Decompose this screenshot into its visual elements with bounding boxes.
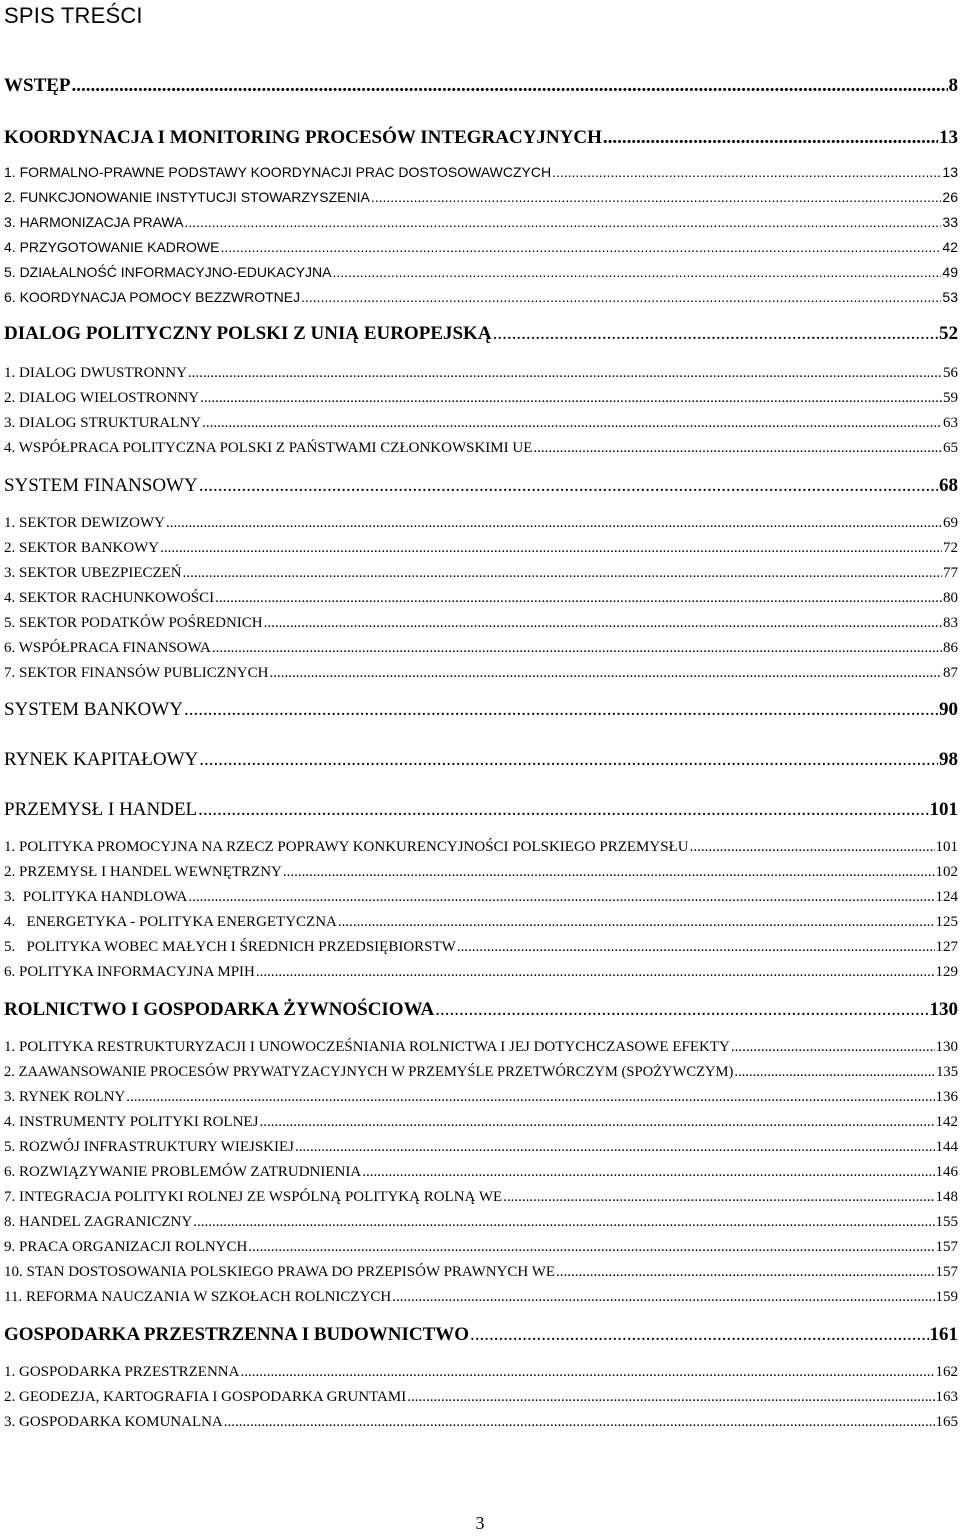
toc-entry[interactable] xyxy=(4,262,958,282)
dot-leader xyxy=(362,1162,934,1182)
toc-entry-page: 53 xyxy=(942,289,958,305)
dot-leader xyxy=(457,937,935,957)
toc-entry-page: 130 xyxy=(935,1039,958,1055)
toc-entry[interactable] xyxy=(4,798,958,822)
toc-entry-page: 136 xyxy=(935,1089,958,1105)
dot-leader xyxy=(371,187,942,207)
toc-entry[interactable] xyxy=(4,1137,958,1157)
toc-entry-label: 4. ENERGETYKA - POLITYKA ENERGETYCZNA xyxy=(4,914,337,930)
toc-entry-page: 8 xyxy=(948,75,958,96)
toc-entry-label: 1. DIALOG DWUSTRONNY xyxy=(4,365,187,381)
toc-entry[interactable] xyxy=(4,212,958,232)
toc-entry-label: 3. HARMONIZACJA PRAWA xyxy=(4,214,184,230)
toc-entry[interactable] xyxy=(4,1287,958,1307)
dot-leader xyxy=(224,1412,935,1432)
toc-entry[interactable] xyxy=(4,538,958,558)
toc-entry-label: SYSTEM BANKOWY xyxy=(4,699,183,720)
toc-entry-label: 3. DIALOG STRUKTURALNY xyxy=(4,415,202,431)
toc-entry-page: 13 xyxy=(942,164,958,180)
dot-leader xyxy=(552,162,941,182)
toc-entry-page: 101 xyxy=(935,839,958,855)
dot-leader xyxy=(731,1037,935,1057)
toc-entry[interactable] xyxy=(4,474,958,498)
toc-entry[interactable] xyxy=(4,1262,958,1282)
toc-entry[interactable] xyxy=(4,287,958,307)
dot-leader xyxy=(264,613,942,633)
dot-leader xyxy=(166,513,942,533)
toc-entry-page: 13 xyxy=(939,127,958,148)
toc-entry-page: 146 xyxy=(935,1164,958,1180)
dot-leader xyxy=(283,862,935,882)
toc-entry-page: 72 xyxy=(943,540,958,556)
dot-leader xyxy=(333,262,942,282)
toc-entry-page: 42 xyxy=(942,239,958,255)
dot-leader xyxy=(493,322,938,346)
toc-entry-label: 4. PRZYGOTOWANIE KADROWE xyxy=(4,239,220,255)
toc-entry-label: ROLNICTWO I GOSPODARKA ŻYWNOŚCIOWA xyxy=(4,999,435,1020)
toc-entry-label: DIALOG POLITYCZNY POLSKI Z UNIĄ EUROPEJSKĄ xyxy=(4,323,492,344)
dot-leader xyxy=(269,663,942,683)
toc-entry-page: 129 xyxy=(935,964,958,980)
toc-entry-label: 2. PRZEMYSŁ I HANDEL WEWNĘTRZNY xyxy=(4,864,282,880)
toc-entry[interactable] xyxy=(4,998,958,1022)
dot-leader xyxy=(215,588,942,608)
dot-leader xyxy=(259,1112,934,1132)
dot-leader xyxy=(392,1287,934,1307)
toc-entry[interactable] xyxy=(4,748,958,772)
dot-leader xyxy=(503,1187,934,1207)
toc-entry-label: 2. DIALOG WIELOSTRONNY xyxy=(4,390,200,406)
toc-entry-label: 5. SEKTOR PODATKÓW POŚREDNICH xyxy=(4,615,263,631)
toc-entry-label: RYNEK KAPITAŁOWY xyxy=(4,749,199,770)
toc-entry-label: 1. POLITYKA RESTRUKTURYZACJI I UNOWOCZEŚNIANIA ROLNICTWA I JEJ DOTYCHCZASOWE EFEKTY xyxy=(4,1039,730,1055)
toc-entry[interactable] xyxy=(4,363,958,383)
toc-entry[interactable] xyxy=(4,126,958,150)
toc-entry-label: 3. GOSPODARKA KOMUNALNA xyxy=(4,1414,223,1430)
dot-leader xyxy=(533,438,942,458)
toc-entry-page: 83 xyxy=(943,615,958,631)
toc-entry[interactable] xyxy=(4,1323,958,1347)
toc-entry-label: 5. ROZWÓJ INFRASTRUKTURY WIEJSKIEJ xyxy=(4,1139,295,1155)
dot-leader xyxy=(183,563,942,583)
toc-entry-label: SYSTEM FINANSOWY xyxy=(4,475,198,496)
toc-entry[interactable] xyxy=(4,887,958,907)
dot-leader xyxy=(301,287,941,307)
toc-entry-label: 9. PRACA ORGANIZACJI ROLNYCH xyxy=(4,1239,248,1255)
toc-entry-label: 1. POLITYKA PROMOCYJNA NA RZECZ POPRAWY KONKURENCYJNOŚCI POLSKIEGO PRZEMYSŁU xyxy=(4,839,689,855)
toc-entry[interactable] xyxy=(4,837,958,857)
dot-leader xyxy=(470,1323,928,1347)
toc-entry[interactable] xyxy=(4,698,958,722)
toc-entry-label: 7. INTEGRACJA POLITYKI ROLNEJ ZE WSPÓLNĄ POLITYKĄ ROLNĄ WE xyxy=(4,1189,503,1205)
toc-entry-page: 157 xyxy=(935,1239,958,1255)
toc-entry[interactable] xyxy=(4,1037,958,1057)
dot-leader xyxy=(160,538,942,558)
toc-entry[interactable] xyxy=(4,1387,958,1407)
toc-entry[interactable] xyxy=(4,237,958,257)
dot-leader xyxy=(220,237,941,257)
toc-entry-page: 130 xyxy=(929,999,958,1020)
toc-entry-label: 5. POLITYKA WOBEC MAŁYCH I ŚREDNICH PRZEDSIĘBIORSTW xyxy=(4,939,456,955)
toc-entry-label: GOSPODARKA PRZESTRZENNA I BUDOWNICTWO xyxy=(4,1324,470,1345)
toc-entry[interactable] xyxy=(4,563,958,583)
toc-entry-label: 2. SEKTOR BANKOWY xyxy=(4,540,160,556)
toc-entry-page: 157 xyxy=(935,1264,958,1280)
toc-entry-label: 11. REFORMA NAUCZANIA W SZKOŁACH ROLNICZYCH xyxy=(4,1289,392,1305)
toc-entry-label: 6. WSPÓŁPRACA FINANSOWA xyxy=(4,640,211,656)
dot-leader xyxy=(338,912,935,932)
toc-entry-page: 159 xyxy=(935,1289,958,1305)
toc-entry[interactable] xyxy=(4,862,958,882)
dot-leader xyxy=(199,748,938,772)
toc-entry-label: 6. ROZWIĄZYWANIE PROBLEMÓW ZATRUDNIENIA xyxy=(4,1164,362,1180)
dot-leader xyxy=(198,798,928,822)
toc-entry-label: 1. SEKTOR DEWIZOWY xyxy=(4,515,165,531)
toc-entry[interactable] xyxy=(4,962,958,982)
toc-entry[interactable] xyxy=(4,1087,958,1107)
toc-entry-label: KOORDYNACJA I MONITORING PROCESÓW INTEGRACYJNYCH xyxy=(4,127,602,148)
toc-entry-page: 101 xyxy=(929,799,958,820)
toc-entry-label: 3. POLITYKA HANDLOWA xyxy=(4,889,188,905)
toc-entry[interactable] xyxy=(4,613,958,633)
dot-leader xyxy=(734,1062,935,1082)
toc-entry-page: 165 xyxy=(935,1414,958,1430)
toc-entry-label: 2. GEODEZJA, KARTOGRAFIA I GOSPODARKA GRUNTAMI xyxy=(4,1389,407,1405)
toc-entry-page: 49 xyxy=(942,264,958,280)
toc-entry-label: 8. HANDEL ZAGRANICZNY xyxy=(4,1214,193,1230)
dot-leader xyxy=(295,1137,934,1157)
toc-entry-page: 63 xyxy=(943,415,958,431)
toc-entry-label: 3. SEKTOR UBEZPIECZEŃ xyxy=(4,565,182,581)
dot-leader xyxy=(126,1087,934,1107)
toc-entry-page: 102 xyxy=(935,864,958,880)
toc-entry-label: 2. ZAAWANSOWANIE PROCESÓW PRYWATYZACYJNYCH W PRZEMYŚLE PRZETWÓRCZYM (SPOŻYWCZYM) xyxy=(4,1064,734,1080)
toc-entry[interactable] xyxy=(4,638,958,658)
page-number: 3 xyxy=(475,1513,485,1533)
dot-leader xyxy=(188,363,942,383)
toc-entry[interactable] xyxy=(4,513,958,533)
dot-leader xyxy=(193,1212,934,1232)
toc-entry[interactable] xyxy=(4,1212,958,1232)
toc-entry[interactable] xyxy=(4,937,958,957)
toc-entry-label: 4. SEKTOR RACHUNKOWOŚCI xyxy=(4,590,215,606)
dot-leader xyxy=(256,962,935,982)
toc-entry-page: 86 xyxy=(943,640,958,656)
toc-entry[interactable] xyxy=(4,438,958,458)
toc-entry-page: 77 xyxy=(943,565,958,581)
dot-leader xyxy=(240,1362,934,1382)
toc-entry-label: 5. DZIAŁALNOŚĆ INFORMACYJNO-EDUKACYJNA xyxy=(4,264,332,280)
toc-entry[interactable] xyxy=(4,162,958,182)
toc-entry-label: 2. FUNKCJONOWANIE INSTYTUCJI STOWARZYSZENIA xyxy=(4,189,370,205)
dot-leader xyxy=(435,998,928,1022)
toc-entry[interactable] xyxy=(4,1362,958,1382)
dot-leader xyxy=(603,126,938,150)
dot-leader xyxy=(184,698,938,722)
toc-entry-page: 68 xyxy=(939,475,958,496)
toc-entry-page: 127 xyxy=(935,939,958,955)
dot-leader xyxy=(248,1237,934,1257)
toc-entry[interactable] xyxy=(4,663,958,683)
toc-entry[interactable] xyxy=(4,388,958,408)
toc-entry-label: 4. INSTRUMENTY POLITYKI ROLNEJ xyxy=(4,1114,259,1130)
toc-entry[interactable] xyxy=(4,1187,958,1207)
toc-entry-page: 26 xyxy=(942,189,958,205)
toc-entry-page: 155 xyxy=(935,1214,958,1230)
toc-entry-page: 33 xyxy=(942,214,958,230)
dot-leader xyxy=(72,74,948,98)
toc-entry-page: 148 xyxy=(935,1189,958,1205)
toc-entry-page: 56 xyxy=(943,365,958,381)
toc-entry[interactable] xyxy=(4,588,958,608)
dot-leader xyxy=(690,837,935,857)
toc-entry-label: 6. KOORDYNACJA POMOCY BEZZWROTNEJ xyxy=(4,289,301,305)
toc-entry[interactable] xyxy=(4,1112,958,1132)
toc-entry-page: 125 xyxy=(935,914,958,930)
page-title: SPIS TREŚCI xyxy=(4,3,143,28)
toc-entry-label: 10. STAN DOSTOSOWANIA POLSKIEGO PRAWA DO PRZEPISÓW PRAWNYCH WE xyxy=(4,1264,556,1280)
toc-entry-page: 162 xyxy=(935,1364,958,1380)
toc-entry-label: 7. SEKTOR FINANSÓW PUBLICZNYCH xyxy=(4,665,269,681)
toc-entry-label: 4. WSPÓŁPRACA POLITYCZNA POLSKI Z PAŃSTWAMI CZŁONKOWSKIMI UE xyxy=(4,440,533,456)
toc-entry-page: 135 xyxy=(936,1064,958,1080)
toc-entry-page: 90 xyxy=(939,699,958,720)
toc-entry-page: 98 xyxy=(939,749,958,770)
dot-leader xyxy=(212,638,942,658)
toc-entry-page: 144 xyxy=(935,1139,958,1155)
toc-entry-page: 161 xyxy=(929,1324,958,1345)
dot-leader xyxy=(200,388,942,408)
toc-entry[interactable] xyxy=(4,1062,958,1082)
dot-leader xyxy=(188,887,934,907)
toc-entry-label: PRZEMYSŁ I HANDEL xyxy=(4,799,198,820)
dot-leader xyxy=(184,212,941,232)
toc-entry-page: 69 xyxy=(943,515,958,531)
toc-entry[interactable] xyxy=(4,74,958,98)
toc-entry-label: 6. POLITYKA INFORMACYJNA MPIH xyxy=(4,964,255,980)
dot-leader xyxy=(202,413,942,433)
toc-entry-label: WSTĘP xyxy=(4,75,71,96)
toc-entry[interactable] xyxy=(4,1162,958,1182)
toc-entry[interactable] xyxy=(4,187,958,207)
dot-leader xyxy=(199,474,938,498)
toc-entry-page: 87 xyxy=(943,665,958,681)
toc-entry-page: 124 xyxy=(935,889,958,905)
toc-entry-label: 3. RYNEK ROLNY xyxy=(4,1089,126,1105)
toc-entry-page: 52 xyxy=(939,323,958,344)
toc-entry-page: 59 xyxy=(943,390,958,406)
toc-entry-page: 65 xyxy=(943,440,958,456)
toc-entry-label: 1. FORMALNO-PRAWNE PODSTAWY KOORDYNACJI PRAC DOSTOSOWAWCZYCH xyxy=(4,164,552,180)
toc-entry-label: 1. GOSPODARKA PRZESTRZENNA xyxy=(4,1364,240,1380)
toc-entry-page: 163 xyxy=(935,1389,958,1405)
toc-entry[interactable] xyxy=(4,912,958,932)
toc-entry-page: 80 xyxy=(943,590,958,606)
dot-leader xyxy=(556,1262,934,1282)
toc-entry[interactable] xyxy=(4,1412,958,1432)
toc-entry[interactable] xyxy=(4,413,958,433)
toc-entry[interactable] xyxy=(4,1237,958,1257)
toc-entry[interactable] xyxy=(4,322,958,346)
dot-leader xyxy=(407,1387,934,1407)
toc-entry-page: 142 xyxy=(935,1114,958,1130)
